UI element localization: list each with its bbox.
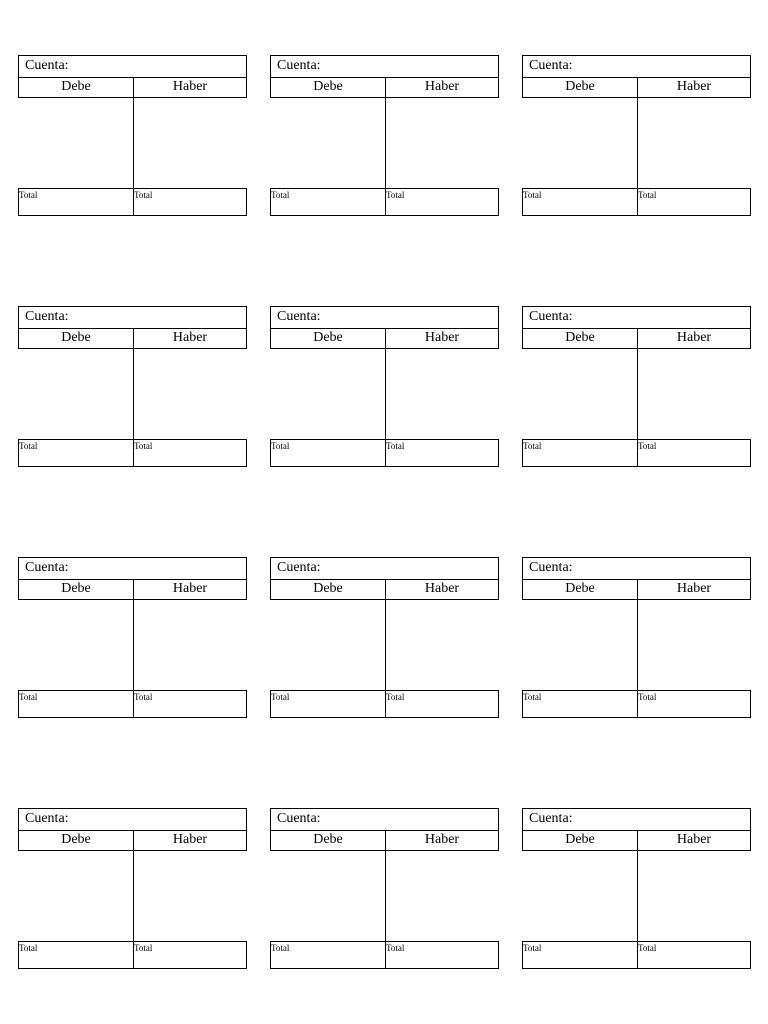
debe-total-label: Total — [523, 189, 638, 215]
debe-header: Debe — [19, 580, 134, 599]
haber-header: Haber — [172, 832, 208, 847]
haber-total-label: Total — [638, 943, 657, 953]
t-account — [270, 306, 499, 467]
haber-header: Haber — [424, 581, 460, 596]
account-title: Cuenta: — [522, 557, 751, 580]
account-divider — [385, 349, 386, 441]
t-account — [522, 808, 751, 969]
haber-header: Haber — [676, 581, 712, 596]
debe-header: Debe — [19, 329, 134, 348]
account-header — [270, 830, 499, 851]
haber-total-label: Total — [134, 692, 153, 702]
haber-header: Haber — [676, 832, 712, 847]
haber-header: Haber — [676, 79, 712, 94]
account-header — [18, 77, 247, 98]
account-total-row — [18, 188, 247, 216]
haber-header: Haber — [676, 330, 712, 345]
debe-header: Debe — [523, 580, 638, 599]
account-title: Cuenta: — [18, 557, 247, 580]
debe-total-label: Total — [271, 691, 386, 717]
account-divider — [385, 600, 386, 692]
account-header — [270, 579, 499, 600]
t-account — [270, 55, 499, 216]
debe-total-label: Total — [523, 440, 638, 466]
account-total-row — [270, 690, 499, 718]
account-total-row — [522, 188, 751, 216]
haber-total-label: Total — [638, 692, 657, 702]
debe-total-label: Total — [19, 440, 134, 466]
account-header — [270, 77, 499, 98]
account-total-row — [18, 690, 247, 718]
t-account — [18, 557, 247, 718]
haber-total-label: Total — [386, 190, 405, 200]
account-divider — [133, 98, 134, 190]
account-header — [270, 328, 499, 349]
debe-total-label: Total — [271, 440, 386, 466]
debe-header: Debe — [271, 831, 386, 850]
t-account — [522, 55, 751, 216]
haber-header: Haber — [424, 832, 460, 847]
account-total-row — [270, 188, 499, 216]
account-header — [522, 579, 751, 600]
account-title: Cuenta: — [18, 306, 247, 329]
debe-header: Debe — [523, 831, 638, 850]
haber-total-label: Total — [638, 441, 657, 451]
account-header — [18, 579, 247, 600]
account-title: Cuenta: — [18, 808, 247, 831]
debe-header: Debe — [271, 329, 386, 348]
account-total-row — [18, 439, 247, 467]
debe-total-label: Total — [19, 189, 134, 215]
t-account — [18, 808, 247, 969]
t-account — [522, 306, 751, 467]
debe-header: Debe — [19, 78, 134, 97]
account-divider — [637, 600, 638, 692]
haber-total-label: Total — [134, 190, 153, 200]
haber-total-label: Total — [134, 943, 153, 953]
haber-total-label: Total — [386, 441, 405, 451]
account-total-row — [270, 439, 499, 467]
t-account — [270, 808, 499, 969]
debe-total-label: Total — [19, 942, 134, 968]
account-title: Cuenta: — [270, 557, 499, 580]
t-account — [522, 557, 751, 718]
account-divider — [637, 98, 638, 190]
account-header — [522, 830, 751, 851]
haber-header: Haber — [172, 79, 208, 94]
debe-header: Debe — [271, 78, 386, 97]
t-account — [270, 557, 499, 718]
haber-total-label: Total — [134, 441, 153, 451]
account-divider — [133, 851, 134, 943]
account-total-row — [522, 439, 751, 467]
account-total-row — [522, 941, 751, 969]
account-header — [18, 328, 247, 349]
haber-header: Haber — [424, 330, 460, 345]
account-divider — [385, 98, 386, 190]
haber-total-label: Total — [386, 943, 405, 953]
account-title: Cuenta: — [522, 55, 751, 78]
account-title: Cuenta: — [270, 306, 499, 329]
debe-header: Debe — [523, 78, 638, 97]
t-account — [18, 306, 247, 467]
account-divider — [385, 851, 386, 943]
haber-total-label: Total — [638, 190, 657, 200]
account-header — [522, 328, 751, 349]
debe-total-label: Total — [523, 691, 638, 717]
haber-total-label: Total — [386, 692, 405, 702]
debe-total-label: Total — [19, 691, 134, 717]
debe-header: Debe — [523, 329, 638, 348]
account-title: Cuenta: — [270, 55, 499, 78]
account-header — [522, 77, 751, 98]
t-account — [18, 55, 247, 216]
debe-total-label: Total — [523, 942, 638, 968]
haber-header: Haber — [172, 581, 208, 596]
debe-total-label: Total — [271, 189, 386, 215]
debe-header: Debe — [271, 580, 386, 599]
account-divider — [133, 349, 134, 441]
account-header — [18, 830, 247, 851]
account-divider — [637, 349, 638, 441]
haber-header: Haber — [172, 330, 208, 345]
account-divider — [637, 851, 638, 943]
account-total-row — [522, 690, 751, 718]
account-title: Cuenta: — [522, 306, 751, 329]
account-title: Cuenta: — [270, 808, 499, 831]
debe-header: Debe — [19, 831, 134, 850]
account-total-row — [18, 941, 247, 969]
account-divider — [133, 600, 134, 692]
account-title: Cuenta: — [522, 808, 751, 831]
account-title: Cuenta: — [18, 55, 247, 78]
account-total-row — [270, 941, 499, 969]
haber-header: Haber — [424, 79, 460, 94]
debe-total-label: Total — [271, 942, 386, 968]
